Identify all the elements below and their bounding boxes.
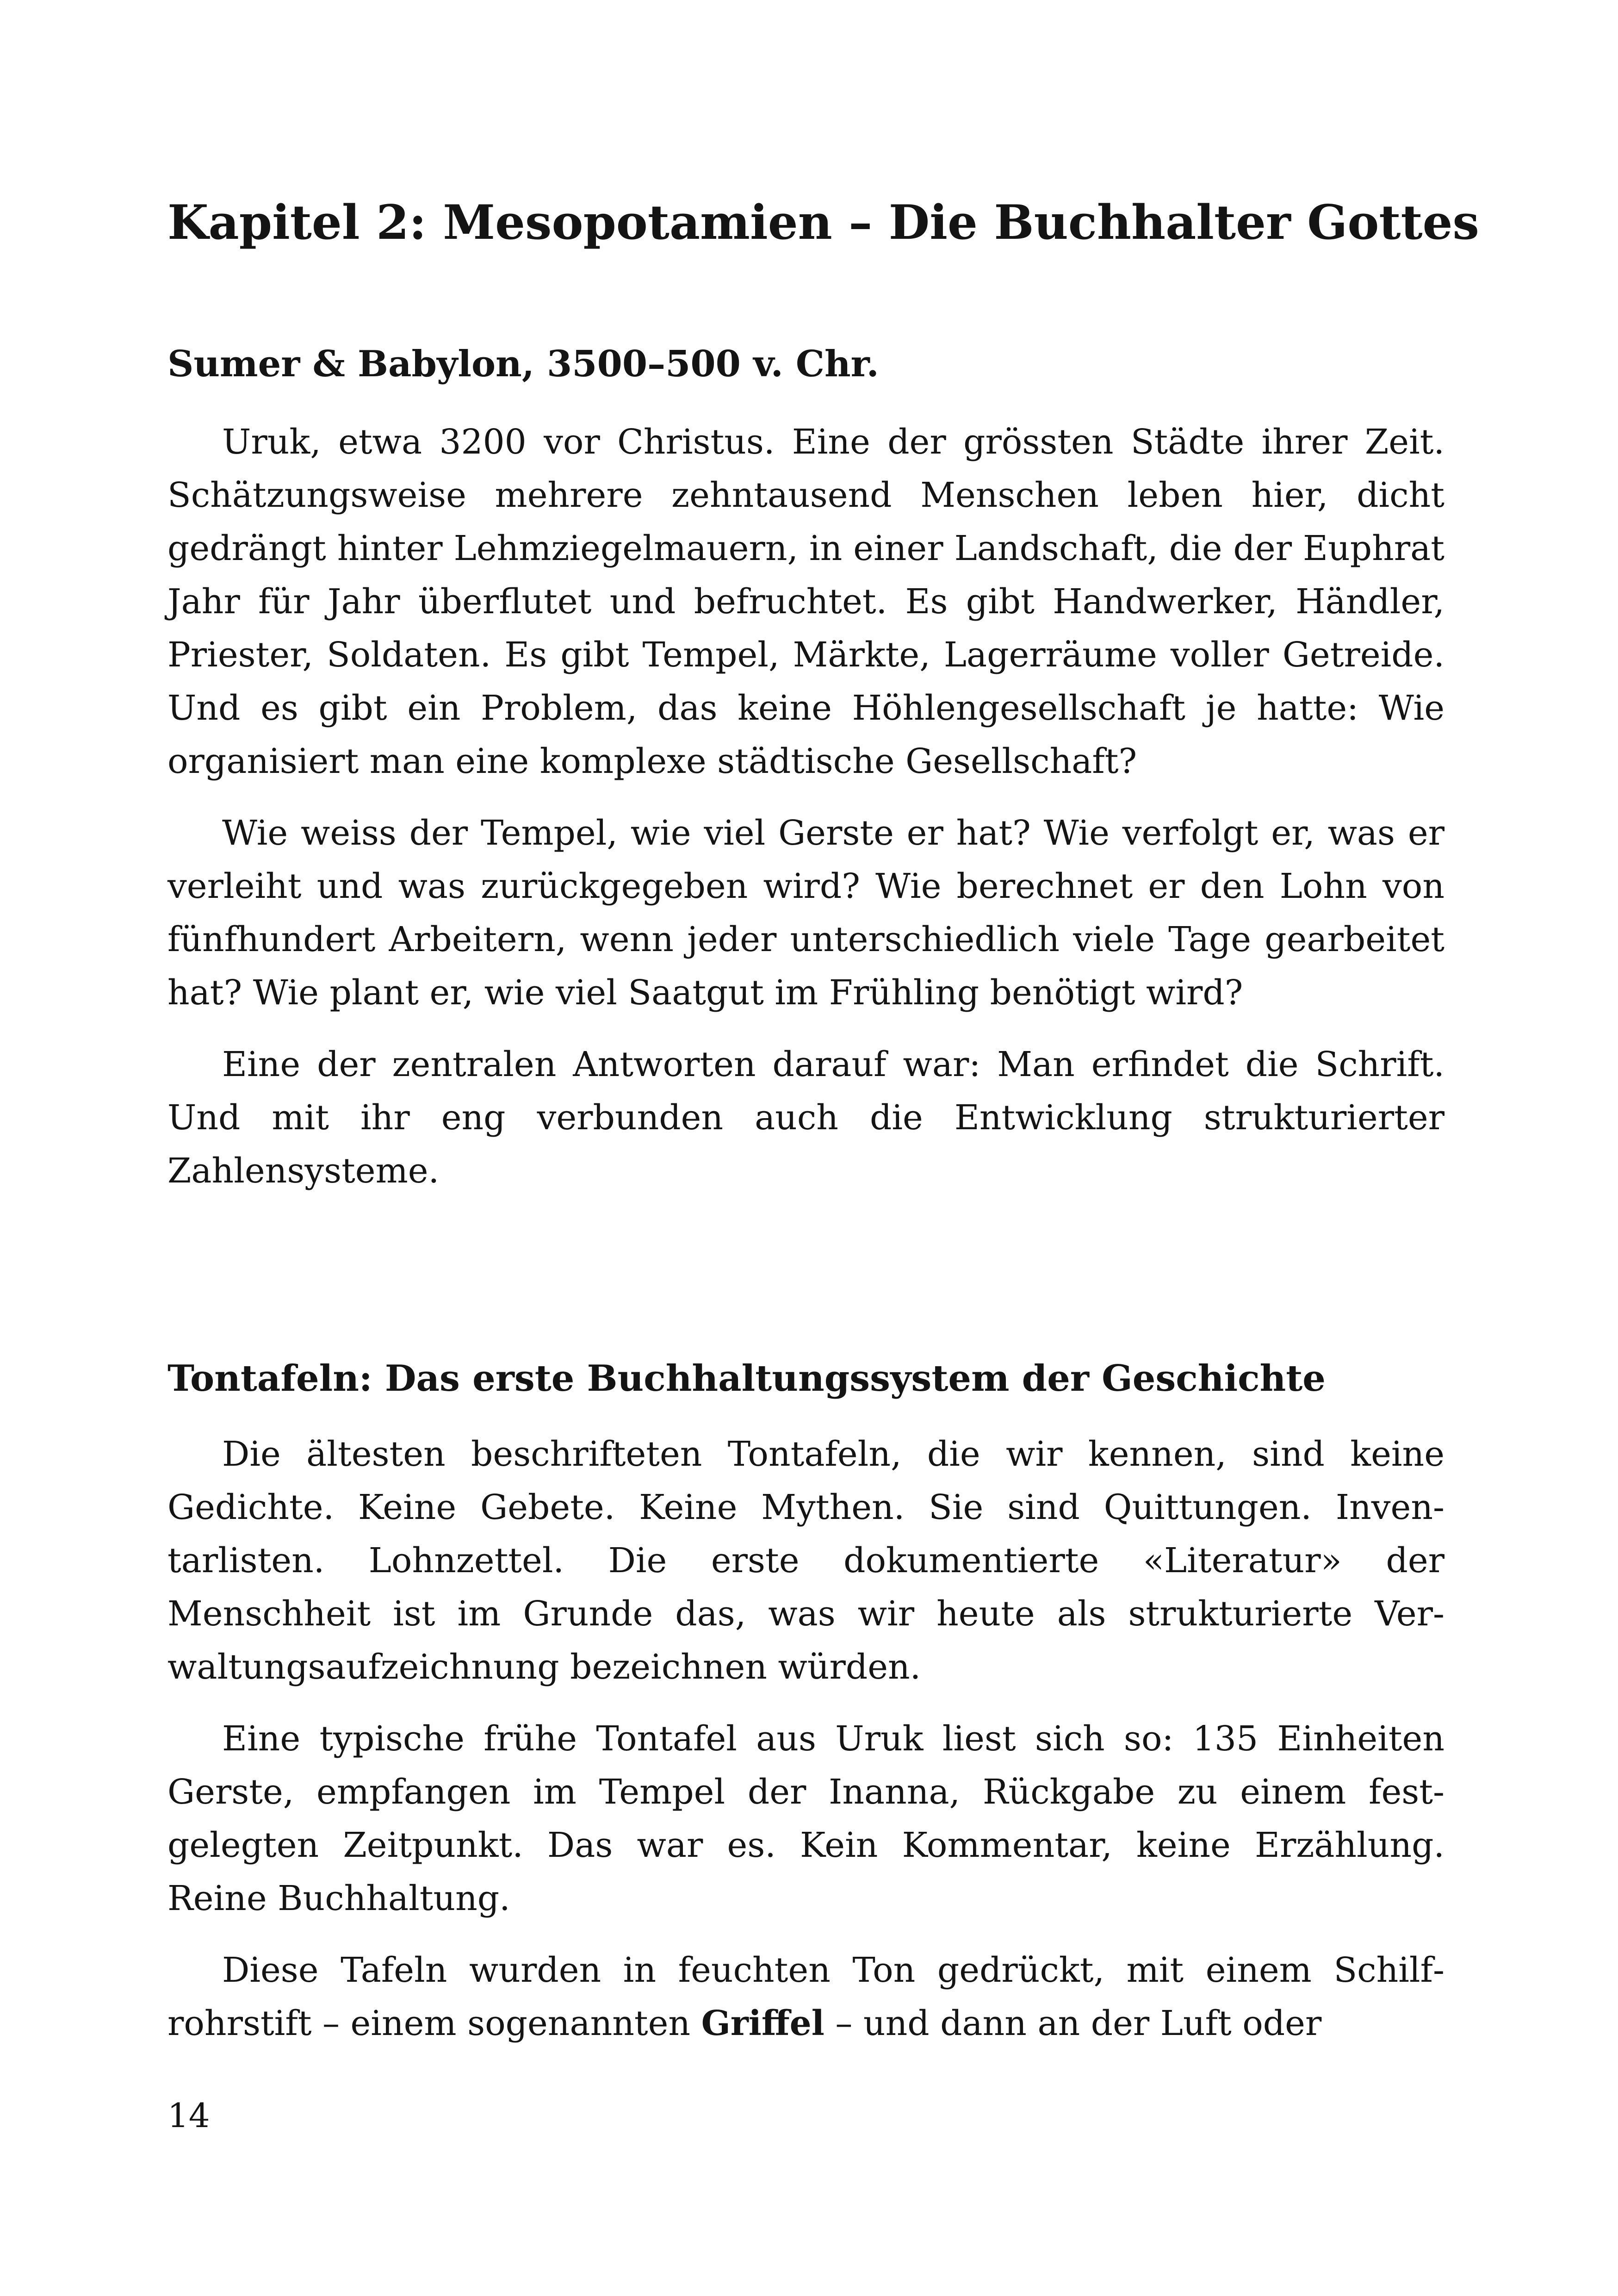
section-heading-tontafeln: Tontafeln: Das erste Buchhaltungssystem der Geschichte <box>167 1357 1326 1400</box>
paragraph: Die ältesten beschrifteten Tontafeln, die wir kennen, sind keine Gedichte. Keine Gebete. Keine Mythen. Sie sind Quittungen. Inventarlisten. Lohnzettel. Die erste dokumentierte «Literatur» der Menschheit ist im Grunde das, was wir heute als strukturierte Verwaltungsaufzeichnung bezeichnen würden. <box>167 1434 1444 1687</box>
paragraph: Eine der zentralen Antworten darauf war: Man erfindet die Schrift. Und mit ihr eng verbunden auch die Entwicklung strukturierter Zahlensysteme. <box>167 1045 1444 1191</box>
paragraph: Uruk, etwa 3200 vor Christus. Eine der grössten Städte ihrer Zeit. Schätzungsweise mehrere zehntausend Menschen leben hier, dicht gedrängt hinter Lehmziegelmauern, in einer Landschaft, die der Euphrat Jahr für Jahr überflutet und befruchtet. Es gibt Handwerker, Händler, Priester, Soldaten. Es gibt Tempel, Märkte, Lagerräume voller Getreide. Und es gibt ein Problem, das keine Höhlengesellschaft je hatte: Wie organisiert man eine komplexe städtische Gesellschaft? <box>167 422 1444 781</box>
section-body-sumer-babylon <box>167 416 1444 1216</box>
book-page <box>167 0 1479 2296</box>
paragraph-text: – und dann an der Luft oder <box>824 2004 1322 2043</box>
paragraph: Eine typische frühe Tontafel aus Uruk liest sich so: 135 Einheiten Gerste, empfangen im Tempel der Inanna, Rückgabe zu einem festgelegten Zeitpunkt. Das war es. Kein Kommentar, keine Erzählung. Reine Buchhaltung. <box>167 1719 1444 1918</box>
section-heading-sumer-babylon: Sumer & Babylon, 3500–500 v. Chr. <box>167 343 879 385</box>
chapter-title: Kapitel 2: Mesopotamien – Die Buchhalter Gottes <box>167 195 1479 250</box>
section-body-tontafeln <box>167 1428 1444 2069</box>
bold-term-griffel: Griffel <box>701 2004 824 2043</box>
paragraph <box>167 1944 1444 2050</box>
paragraph: Wie weiss der Tempel, wie viel Gerste er hat? Wie verfolgt er, was er verleiht und was zurückgegeben wird? Wie berechnet er den Lohn von fünfhundert Arbeitern, wenn jeder unterschiedlich viele Tage gearbeitet hat? Wie plant er, wie viel Saatgut im Frühling benötigt wird? <box>167 813 1444 1013</box>
page-number: 14 <box>167 2096 210 2135</box>
paragraph-text: Diese Tafeln wurden in feuchten Ton gedrückt, mit einem Schilfrohrstift – einem sogenannten <box>167 1950 1444 2043</box>
